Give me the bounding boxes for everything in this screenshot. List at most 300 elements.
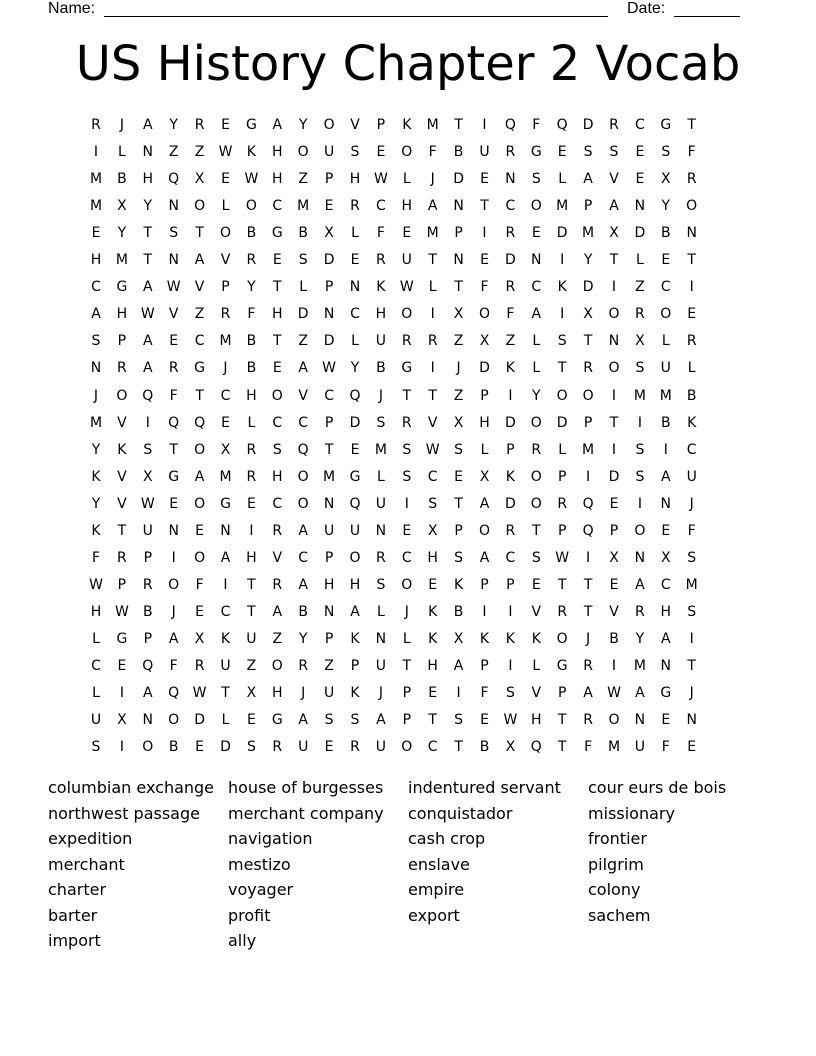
vocab-word: import [48,931,101,950]
grid-letter: U [375,658,387,674]
grid-letter: Y [298,117,308,133]
grid-letter: P [583,414,593,431]
grid-letter: H [660,603,672,620]
grid-letter: K [350,630,360,647]
grid-letter: P [480,576,489,593]
grid-letter: I [663,441,668,458]
grid-letter: L [635,252,644,269]
grid-letter: L [428,279,437,296]
grid-letter: A [479,495,490,512]
vocab-word: merchant [48,854,125,874]
grid-letter: D [323,252,335,269]
grid-letter: E [480,171,489,188]
grid-letter: E [221,117,230,133]
grid-letter: F [506,306,515,323]
grid-letter: T [428,712,437,729]
grid-letter: F [584,739,593,756]
grid-letter: C [272,495,283,512]
grid-letter: T [583,576,593,593]
grid-letter: S [635,360,645,377]
grid-letter: V [272,549,283,566]
vocab-word: expedition [48,829,133,848]
grid-letter: D [349,414,361,431]
grid-letter: O [478,522,491,539]
grid-letter: G [271,225,283,242]
grid-letter: Q [504,117,516,133]
grid-letter: I [508,387,513,404]
grid-letter: Q [582,495,594,512]
grid-letter: R [272,576,283,593]
grid-letter: H [323,576,335,593]
grid-row [83,383,705,410]
grid-letter: A [91,306,101,323]
grid-letter: I [93,144,99,161]
grid-row [83,193,705,220]
grid-letter: G [116,279,128,296]
grid-letter: R [220,306,231,323]
grid-letter: H [427,549,438,566]
grid-letter: T [583,333,593,350]
grid-letter: L [402,630,411,647]
grid-letter: U [142,522,153,539]
grid-letter: M [582,225,595,242]
grid-letter: Z [324,658,334,674]
grid-letter: T [247,576,256,593]
grid-letter: P [480,658,489,674]
grid-letter: B [142,603,153,620]
grid-letter: S [91,333,101,350]
grid-letter: J [378,685,383,702]
grid-letter: P [506,441,515,458]
grid-letter: R [505,522,516,539]
grid-letter: E [402,522,412,539]
grid-letter: M [426,117,439,133]
grid-letter: N [323,603,335,620]
grid-letter: A [272,603,283,620]
grid-letter: E [428,685,438,702]
vocab-word: indentured servant [408,778,561,797]
grid-row [83,301,705,328]
grid-letter: L [299,279,308,296]
grid-letter: N [323,306,335,323]
grid-letter: A [350,603,360,620]
grid-letter: L [351,225,359,242]
grid-letter: D [608,468,620,485]
grid-letter: P [402,685,412,702]
grid-letter: V [220,252,231,269]
grid-letter: E [661,252,671,269]
grid-letter: V [298,387,308,404]
grid-letter: D [634,225,646,242]
grid-letter: N [323,495,335,512]
grid-letter: U [323,144,335,161]
grid-letter: P [324,279,334,296]
grid-letter: T [247,603,256,620]
grid-letter: K [531,630,541,647]
grid-letter: I [611,658,617,674]
grid-letter: N [453,198,464,215]
grid-letter: D [323,333,335,350]
grid-letter: V [117,468,127,485]
grid-row [83,410,705,437]
grid-row [83,328,705,355]
grid-letter: Q [349,495,361,512]
grid-letter: W [555,549,570,566]
grid-letter: H [116,306,128,323]
grid-letter: E [91,225,101,242]
grid-letter: P [557,685,567,702]
grid-letter: R [168,360,179,377]
grid-letter: O [194,495,206,512]
grid-letter: D [556,225,568,242]
grid-letter: K [454,576,464,593]
grid-letter: G [401,360,413,377]
grid-letter: Y [143,198,153,215]
grid-letter: C [272,414,283,431]
grid-letter: N [220,522,231,539]
grid-letter: A [143,685,153,702]
grid-letter: P [454,522,463,539]
grid-letter: K [479,630,490,647]
vocab-word: cour eurs de bois [588,778,727,797]
grid-letter: C [272,198,283,215]
grid-letter: T [609,252,619,269]
grid-letter: Y [91,441,101,458]
grid-letter: V [609,171,619,188]
grid-letter: L [351,333,359,350]
grid-letter: M [685,576,698,593]
grid-letter: H [427,658,438,674]
grid-letter: K [557,279,567,296]
grid-letter: T [195,225,204,242]
grid-letter: D [453,171,464,188]
grid-letter: O [271,387,283,404]
grid-row [83,626,705,653]
grid-letter: P [480,387,489,404]
grid-letter: G [168,468,180,485]
grid-letter: D [556,414,568,431]
grid-letter: F [91,549,101,566]
grid-letter: R [272,522,283,539]
grid-letter: B [479,739,490,756]
grid-letter: G [245,117,257,133]
grid-letter: P [143,630,153,647]
grid-letter: E [376,144,386,161]
grid-letter: R [117,360,127,377]
grid-row [83,572,705,599]
grid-letter: R [298,658,309,674]
grid-letter: N [90,360,102,377]
grid-letter: C [427,739,438,756]
grid-letter: U [323,522,335,539]
grid-letter: C [220,387,231,404]
grid-letter: C [91,279,101,296]
grid-letter: U [660,360,671,377]
grid-letter: B [168,739,179,756]
grid-letter: B [453,144,464,161]
grid-letter: K [402,117,412,133]
grid-letter: R [91,117,101,133]
grid-letter: T [557,712,567,729]
grid-letter: V [350,117,360,133]
grid-letter: X [427,522,438,539]
grid-letter: E [272,360,282,377]
grid-letter: B [246,360,257,377]
grid-letter: L [558,441,567,458]
grid-letter: E [480,252,489,269]
grid-letter: J [171,603,176,620]
grid-letter: I [637,414,642,431]
grid-letter: R [557,495,568,512]
grid-letter: R [686,171,697,188]
grid-letter: C [91,658,101,674]
grid-letter: O [401,144,413,161]
grid-letter: F [247,306,256,323]
grid-letter: R [583,360,593,377]
grid-letter: A [168,630,179,647]
grid-letter: S [143,441,153,458]
grid-letter: E [350,441,360,458]
grid-letter: E [195,522,205,539]
grid-letter: Z [298,171,308,188]
grid-row [83,545,705,572]
grid-letter: T [557,360,567,377]
grid-row [83,355,705,382]
grid-letter: C [298,414,309,431]
grid-letter: F [687,144,696,161]
grid-letter: R [117,549,127,566]
grid-letter: A [220,549,231,566]
grid-letter: P [324,414,334,431]
grid-letter: M [633,658,646,674]
grid-letter: H [349,171,361,188]
grid-letter: E [557,144,567,161]
grid-letter: G [271,712,283,729]
grid-letter: O [530,495,542,512]
grid-letter: X [220,441,231,458]
grid-letter: I [586,549,591,566]
grid-letter: S [583,144,593,161]
grid-letter: M [297,198,310,215]
grid-letter: A [635,685,645,702]
grid-letter: P [454,225,463,242]
grid-letter: U [479,144,490,161]
grid-letter: Y [298,630,308,647]
grid-letter: E [246,712,256,729]
grid-letter: P [117,333,127,350]
grid-letter: T [117,522,127,539]
grid-letter: E [350,252,360,269]
grid-letter: R [609,117,619,133]
grid-letter: Y [169,117,178,133]
grid-letter: T [402,658,412,674]
grid-letter: O [401,306,413,323]
grid-letter: S [687,549,697,566]
grid-letter: T [273,333,282,350]
grid-letter: D [582,279,594,296]
grid-letter: M [89,198,103,215]
grid-letter: S [350,144,360,161]
grid-letter: N [608,333,620,350]
grid-letter: W [399,279,414,296]
grid-letter: P [557,468,567,485]
grid-letter: M [556,198,569,215]
grid-letter: H [90,603,102,620]
grid-letter: Y [635,630,645,647]
grid-letter: A [143,117,153,133]
grid-letter: V [609,603,619,620]
grid-letter: W [140,306,155,323]
grid-letter: A [298,712,308,729]
grid-letter: L [558,171,567,188]
grid-letter: H [272,144,283,161]
grid-letter: S [428,495,438,512]
grid-letter: S [376,414,386,431]
grid-letter: B [298,603,308,620]
grid-letter: R [401,333,412,350]
grid-letter: E [531,225,541,242]
grid-letter: Q [556,117,568,133]
grid-letter: H [375,306,387,323]
grid-letter: O [297,144,309,161]
grid-letter: I [560,252,565,269]
grid-letter: F [169,387,178,404]
grid-letter: X [246,685,257,702]
grid-letter: L [532,658,541,674]
grid-letter: A [479,549,490,566]
grid-letter: O [349,549,361,566]
grid-letter: A [609,198,619,215]
grid-letter: I [482,117,487,133]
grid-letter: Z [168,144,179,161]
grid-letter: B [453,603,464,620]
grid-letter: N [168,522,179,539]
grid-letter: G [556,658,568,674]
grid-letter: R [272,739,283,756]
grid-letter: T [428,387,437,404]
grid-letter: F [480,685,489,702]
grid-letter: R [401,414,412,431]
grid-letter: U [375,333,387,350]
grid-letter: I [637,495,642,512]
grid-letter: C [427,468,438,485]
grid-row [83,166,705,193]
grid-letter: Z [505,333,516,350]
grid-letter: R [350,739,360,756]
grid-letter: H [272,171,283,188]
grid-letter: Z [635,279,645,296]
grid-letter: C [298,549,309,566]
grid-letter: W [607,685,621,702]
grid-letter: X [453,306,464,323]
grid-letter: R [246,468,257,485]
grid-letter: N [375,522,387,539]
grid-letter: I [689,279,694,296]
date-label: Date: [627,0,666,17]
grid-letter: E [609,495,619,512]
grid-letter: E [221,414,230,431]
grid-letter: A [298,522,308,539]
grid-letter: M [659,387,672,404]
grid-letter: D [582,117,594,133]
grid-letter: O [323,117,335,133]
grid-letter: C [324,387,334,404]
grid-letter: N [168,198,179,215]
grid-letter: P [117,576,127,593]
grid-letter: O [478,306,491,323]
grid-letter: O [194,198,206,215]
grid-letter: M [607,739,621,756]
grid-letter: D [479,360,490,377]
grid-letter: R [505,279,516,296]
grid-letter: X [479,333,490,350]
grid-letter: P [583,198,593,215]
grid-letter: L [247,414,256,431]
grid-letter: R [505,225,516,242]
grid-letter: O [401,739,413,756]
grid-letter: I [482,603,487,620]
grid-letter: X [117,712,127,729]
grid-letter: K [376,279,386,296]
grid-letter: W [192,685,207,702]
grid-letter: S [298,252,308,269]
grid-letter: R [427,333,438,350]
grid-letter: M [426,225,439,242]
vocab-word: missionary [588,803,675,823]
grid-letter: V [117,495,127,512]
grid-letter: Z [453,387,464,404]
vocab-word: house of burgesses [228,778,384,797]
grid-letter: I [611,387,617,404]
grid-letter: X [609,225,619,242]
grid-letter: S [557,333,567,350]
grid-letter: C [401,549,412,566]
grid-letter: T [454,117,463,133]
grid-letter: N [505,171,516,188]
grid-letter: O [608,360,620,377]
grid-letter: T [557,739,567,756]
grid-row [83,734,705,761]
header [0,0,816,20]
grid-letter: H [479,414,490,431]
grid-letter: U [686,468,697,485]
grid-letter: H [246,549,257,566]
grid-letter: D [505,495,516,512]
grid-letter: S [635,468,645,485]
grid-letter: H [272,306,283,323]
vocab-word: northwest passage [48,803,200,823]
grid-letter: K [246,144,256,161]
grid-letter: K [505,630,515,647]
vocab-word: cash crop [408,829,486,848]
grid-letter: T [454,279,463,296]
grid-letter: K [505,360,515,377]
grid-row [83,139,705,166]
grid-letter: G [220,495,231,512]
grid-letter: X [453,414,464,431]
grid-letter: M [323,468,336,485]
grid-letter: A [143,279,153,296]
grid-letter: U [298,739,309,756]
grid-row [83,274,705,301]
grid-letter: N [168,252,179,269]
grid-letter: F [169,658,178,674]
grid-letter: M [219,333,232,350]
vocab-word: voyager [228,880,294,899]
grid-letter: V [194,279,205,296]
grid-letter: H [272,685,283,702]
grid-letter: L [92,685,100,702]
